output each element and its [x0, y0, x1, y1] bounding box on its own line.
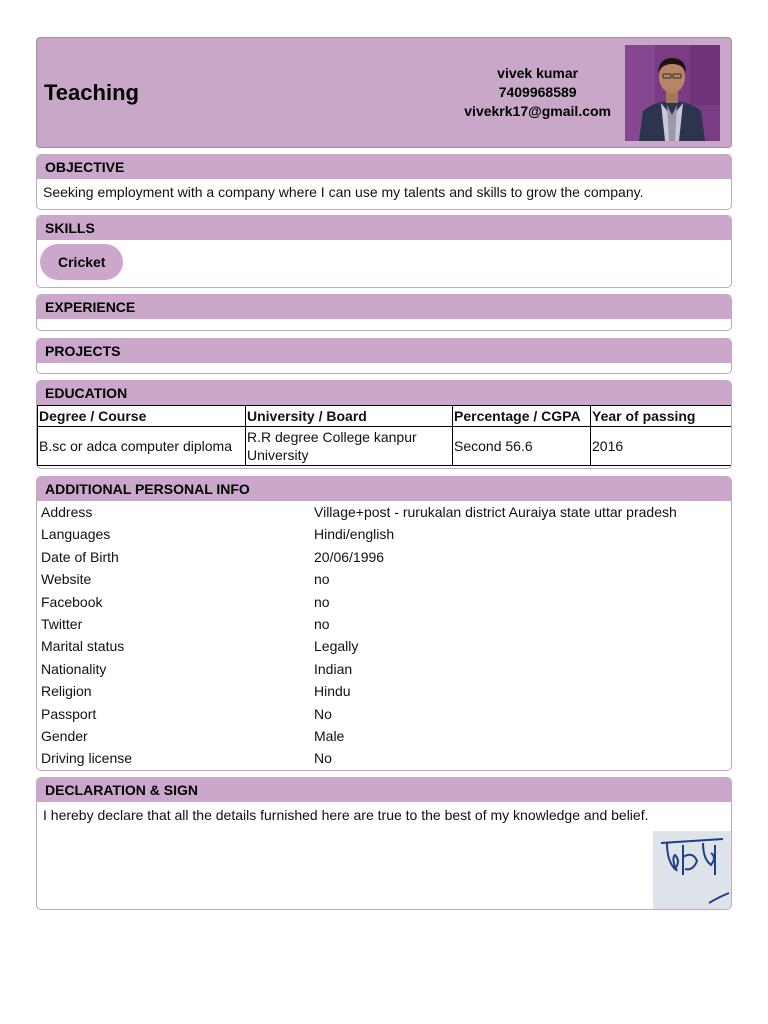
list-item [37, 680, 731, 702]
info-key: Website [41, 571, 92, 588]
contact-block [464, 64, 611, 121]
list-item [37, 658, 731, 680]
contact-email: vivekrk17@gmail.com [464, 103, 611, 119]
list-item [37, 568, 731, 590]
info-key: Date of Birth [41, 548, 119, 565]
resume-header [36, 37, 732, 148]
column-header: Year of passing [591, 406, 732, 427]
education-table-header [38, 406, 732, 427]
info-value: No [314, 705, 332, 722]
declaration-section [36, 777, 732, 910]
list-item [37, 703, 731, 725]
info-key: Passport [41, 705, 97, 722]
info-key: Languages [41, 526, 111, 543]
column-header: Percentage / CGPA [453, 406, 591, 427]
info-key: Religion [41, 683, 92, 700]
info-value: Hindi/english [314, 526, 395, 543]
skills-heading: SKILLS [37, 216, 731, 240]
info-value: Village+post - rurukalan district Auraiya state uttar pradesh [314, 504, 677, 520]
declaration-heading: DECLARATION & SIGN [37, 778, 731, 802]
education-table [37, 405, 732, 466]
list-item [37, 523, 731, 545]
projects-heading: PROJECTS [37, 339, 731, 363]
contact-phone: 7409968589 [498, 84, 577, 100]
education-university: R.R degree College kanpur University [246, 427, 453, 466]
column-header: University / Board [246, 406, 453, 427]
education-heading: EDUCATION [37, 381, 731, 405]
info-value: No [314, 750, 332, 767]
experience-heading: EXPERIENCE [37, 295, 731, 319]
objective-text: Seeking employment with a company where I can use my talents and skills to grow the company. [43, 184, 644, 200]
list-item [37, 725, 731, 747]
info-key: Nationality [41, 660, 107, 677]
info-value: no [314, 615, 330, 632]
contact-name: vivek kumar [497, 65, 579, 81]
signature-drawing [653, 831, 731, 909]
info-value: Male [314, 727, 345, 744]
info-value: Indian [314, 660, 353, 677]
list-item [37, 747, 731, 769]
column-header: Degree / Course [38, 406, 246, 427]
info-key: Twitter [41, 615, 83, 632]
info-value: Hindu [314, 683, 351, 700]
education-degree: B.sc or adca computer diploma [38, 427, 246, 466]
info-value: no [314, 571, 330, 588]
skill-pill: Cricket [40, 244, 123, 280]
signature-image [653, 831, 731, 909]
info-key: Gender [41, 727, 88, 744]
education-year: 2016 [591, 427, 732, 466]
skills-section [36, 215, 732, 288]
personal-info-section [36, 476, 732, 771]
list-item [37, 546, 731, 568]
objective-section [36, 154, 732, 210]
table-row [38, 427, 732, 466]
personal-info-heading: ADDITIONAL PERSONAL INFO [37, 477, 731, 501]
list-item [37, 635, 731, 657]
info-value: 20/06/1996 [314, 548, 385, 565]
info-value: Legally [314, 638, 359, 655]
list-item [37, 501, 731, 523]
info-key: Facebook [41, 593, 103, 610]
info-value: no [314, 593, 330, 610]
education-percentage: Second 56.6 [453, 427, 591, 466]
info-key: Driving license [41, 750, 133, 767]
list-item [37, 591, 731, 613]
personal-info-list [37, 501, 731, 770]
experience-section [36, 294, 732, 331]
resume-title: Teaching [44, 80, 139, 105]
objective-heading: OBJECTIVE [37, 155, 731, 179]
profile-photo [625, 45, 720, 141]
info-key: Marital status [41, 638, 125, 655]
projects-section [36, 338, 732, 374]
education-section [36, 380, 732, 469]
declaration-text: I hereby declare that all the details furnished here are true to the best of my knowledge and belief. [43, 807, 649, 823]
info-key: Address [41, 504, 93, 520]
list-item [37, 613, 731, 635]
profile-photo-image [625, 45, 720, 141]
